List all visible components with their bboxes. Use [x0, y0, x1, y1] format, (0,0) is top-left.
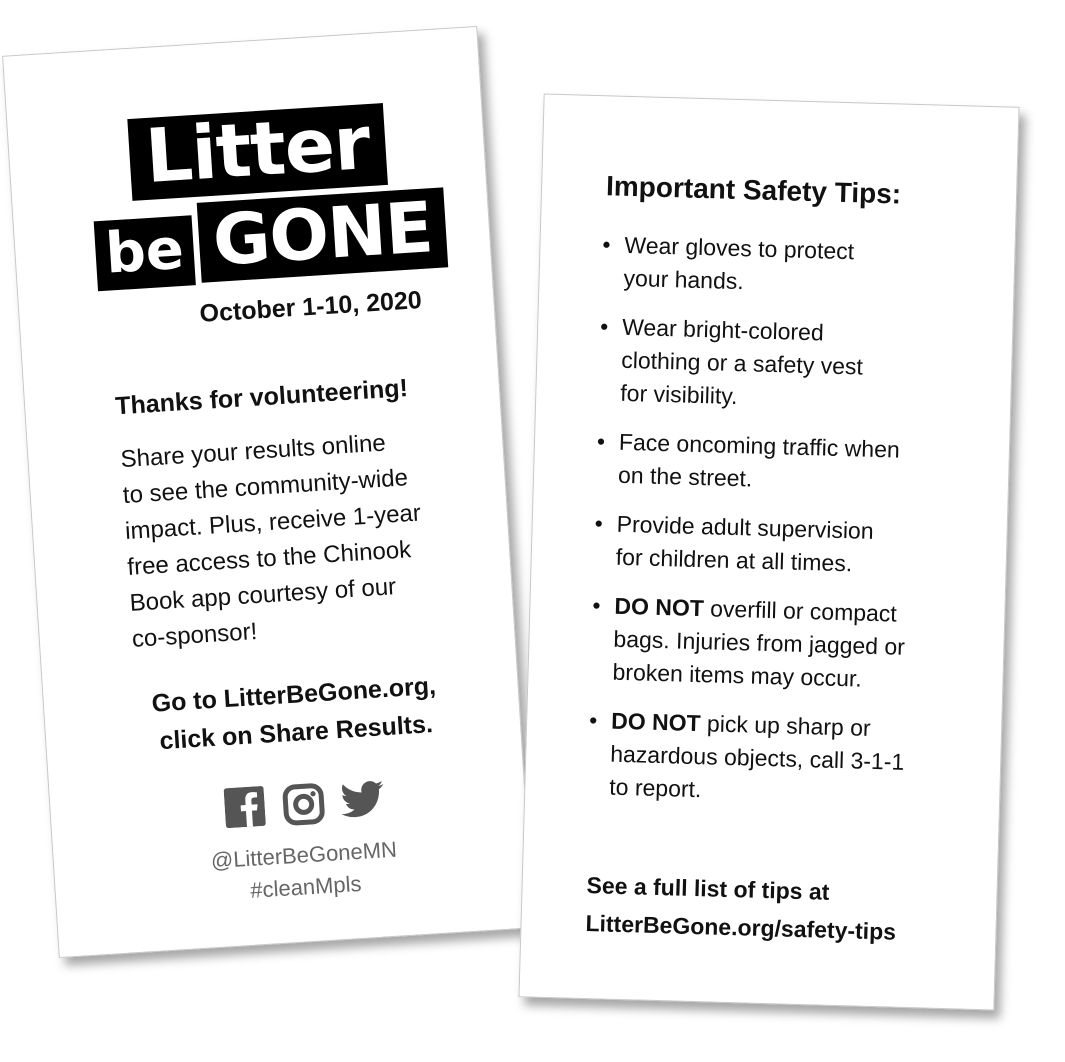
tip-item: • Face oncoming traffic when on the street. — [596, 425, 978, 502]
tip-item: • Provide adult supervision for children at all times. — [593, 507, 975, 584]
share-line: co-sponsor! — [131, 617, 258, 653]
share-paragraph — [120, 422, 463, 658]
bullet-icon: • — [596, 428, 606, 455]
social-handle: @LitterBeGoneMN — [210, 836, 398, 874]
instagram-icon — [281, 782, 326, 827]
tip-item: • DO NOT overfill or compact bags. Injuries from jagged or broken items may occur. — [590, 589, 973, 699]
bullet-icon: • — [599, 313, 609, 340]
bullet-icon: • — [588, 707, 598, 734]
safety-tips-list — [586, 228, 982, 829]
share-line: impact. Plus, receive 1-year — [124, 499, 422, 546]
volunteer-card — [2, 26, 534, 958]
bullet-icon: • — [602, 231, 611, 258]
call-to-action — [103, 664, 487, 764]
safety-tips-link: LitterBeGone.org/safety-tips — [585, 910, 897, 945]
facebook-icon — [224, 786, 266, 828]
share-line: Share your results online — [119, 429, 387, 474]
safety-tips-card — [518, 94, 1019, 1011]
logo-word-be: be — [94, 215, 196, 291]
do-not-label: DO NOT — [610, 707, 702, 737]
cta-line: click on Share Results. — [158, 710, 434, 756]
full-list-footer — [585, 866, 898, 951]
tip-item: • DO NOT pick up sharp or hazardous objects, call 3-1-1 to report. — [587, 704, 970, 814]
social-icons — [224, 778, 386, 832]
share-line: Book app courtesy of our — [128, 573, 397, 617]
tip-item: • Wear bright-colored clothing or a safety vest for visibility. — [598, 310, 981, 420]
share-line: free access to the Chinook — [126, 536, 412, 581]
logo-word-gone: GONE — [197, 187, 449, 282]
bullet-icon: • — [592, 592, 601, 619]
hashtag: #cleanMpls — [249, 870, 363, 903]
tip-item: • Wear gloves to protect your hands. — [601, 228, 983, 305]
footer-line: See a full list of tips at — [586, 872, 830, 905]
do-not-label: DO NOT — [614, 592, 705, 622]
thanks-heading: Thanks for volunteering! — [114, 374, 409, 421]
event-dates: October 1-10, 2020 — [198, 286, 423, 328]
social-handle-block — [113, 828, 496, 916]
cta-line: Go to LitterBeGone.org, — [150, 671, 437, 718]
logo-word-litter: Litter — [127, 103, 388, 201]
safety-tips-title: Important Safety Tips: — [605, 170, 902, 210]
twitter-icon — [339, 778, 385, 821]
bullet-icon: • — [594, 510, 604, 537]
share-line: to see the community-wide — [122, 464, 409, 510]
